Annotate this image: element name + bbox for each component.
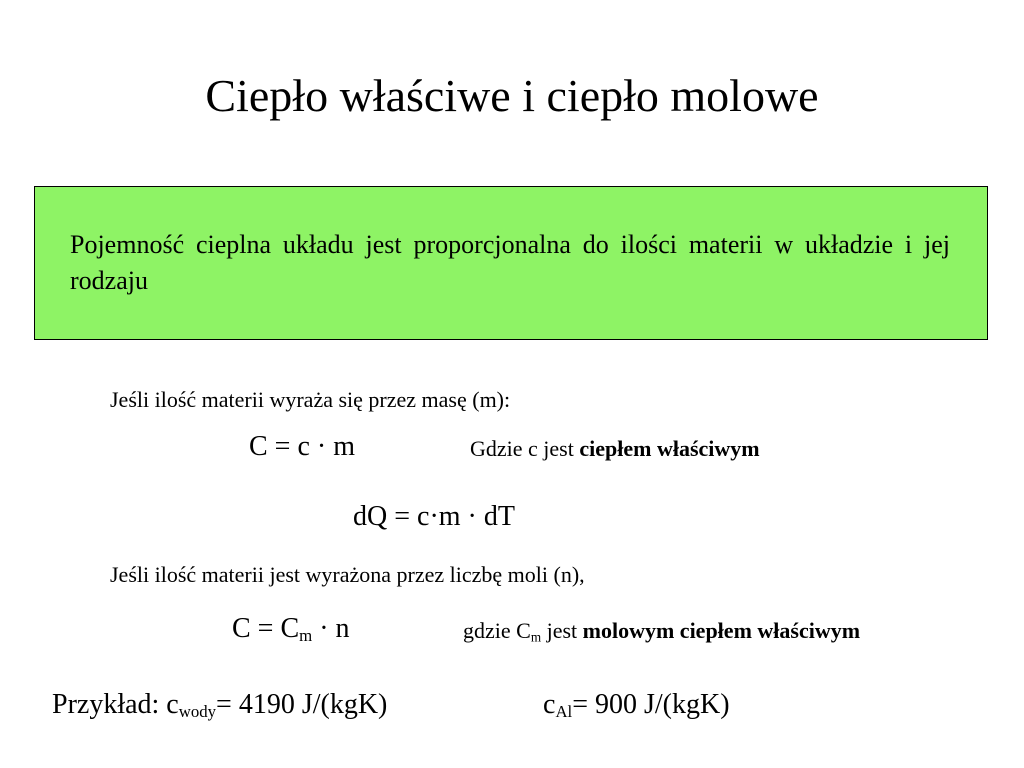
formula-moles	[232, 612, 350, 646]
where-cm-text	[463, 618, 860, 645]
where-cm-prefix: gdzie C	[463, 618, 531, 643]
example-al-sub: Al	[555, 702, 573, 722]
definition-box	[34, 186, 988, 340]
where-c-prefix: Gdzie c jest	[470, 436, 580, 461]
where-cm-mid: jest	[541, 618, 583, 643]
formula-moles-left: C = C	[232, 613, 300, 644]
example-al-c: c	[543, 689, 556, 720]
formula-moles-sub: m	[299, 626, 313, 646]
where-cm-sub: m	[530, 629, 542, 645]
where-cm-bold: molowym ciepłem właściwym	[582, 618, 861, 643]
moles-intro-text: Jeśli ilość materii jest wyrażona przez liczbę moli (n),	[110, 562, 585, 587]
example-water-value: = 4190 J/(kgK)	[216, 689, 388, 720]
formula-mass: C = c · m	[249, 431, 355, 462]
formula-moles-right: · n	[312, 613, 350, 644]
where-c-text	[470, 436, 760, 462]
example-al-value: = 900 J/(kgK)	[572, 689, 730, 720]
definition-text: Pojemność cieplna układu jest proporcjonalna do ilości materii w układzie i jej rodzaju	[70, 230, 950, 295]
formula-dq: dQ = c·m · dT	[353, 501, 515, 532]
example-aluminium	[543, 688, 730, 722]
example-label: Przykład: c	[52, 689, 179, 720]
slide-title: Ciepło właściwe i ciepło molowe	[205, 70, 819, 121]
example-water-sub: wody	[178, 702, 217, 722]
example-water	[52, 688, 387, 722]
where-c-bold: ciepłem właściwym	[579, 436, 760, 461]
mass-intro-text: Jeśli ilość materii wyraża się przez masę (m):	[110, 387, 511, 412]
